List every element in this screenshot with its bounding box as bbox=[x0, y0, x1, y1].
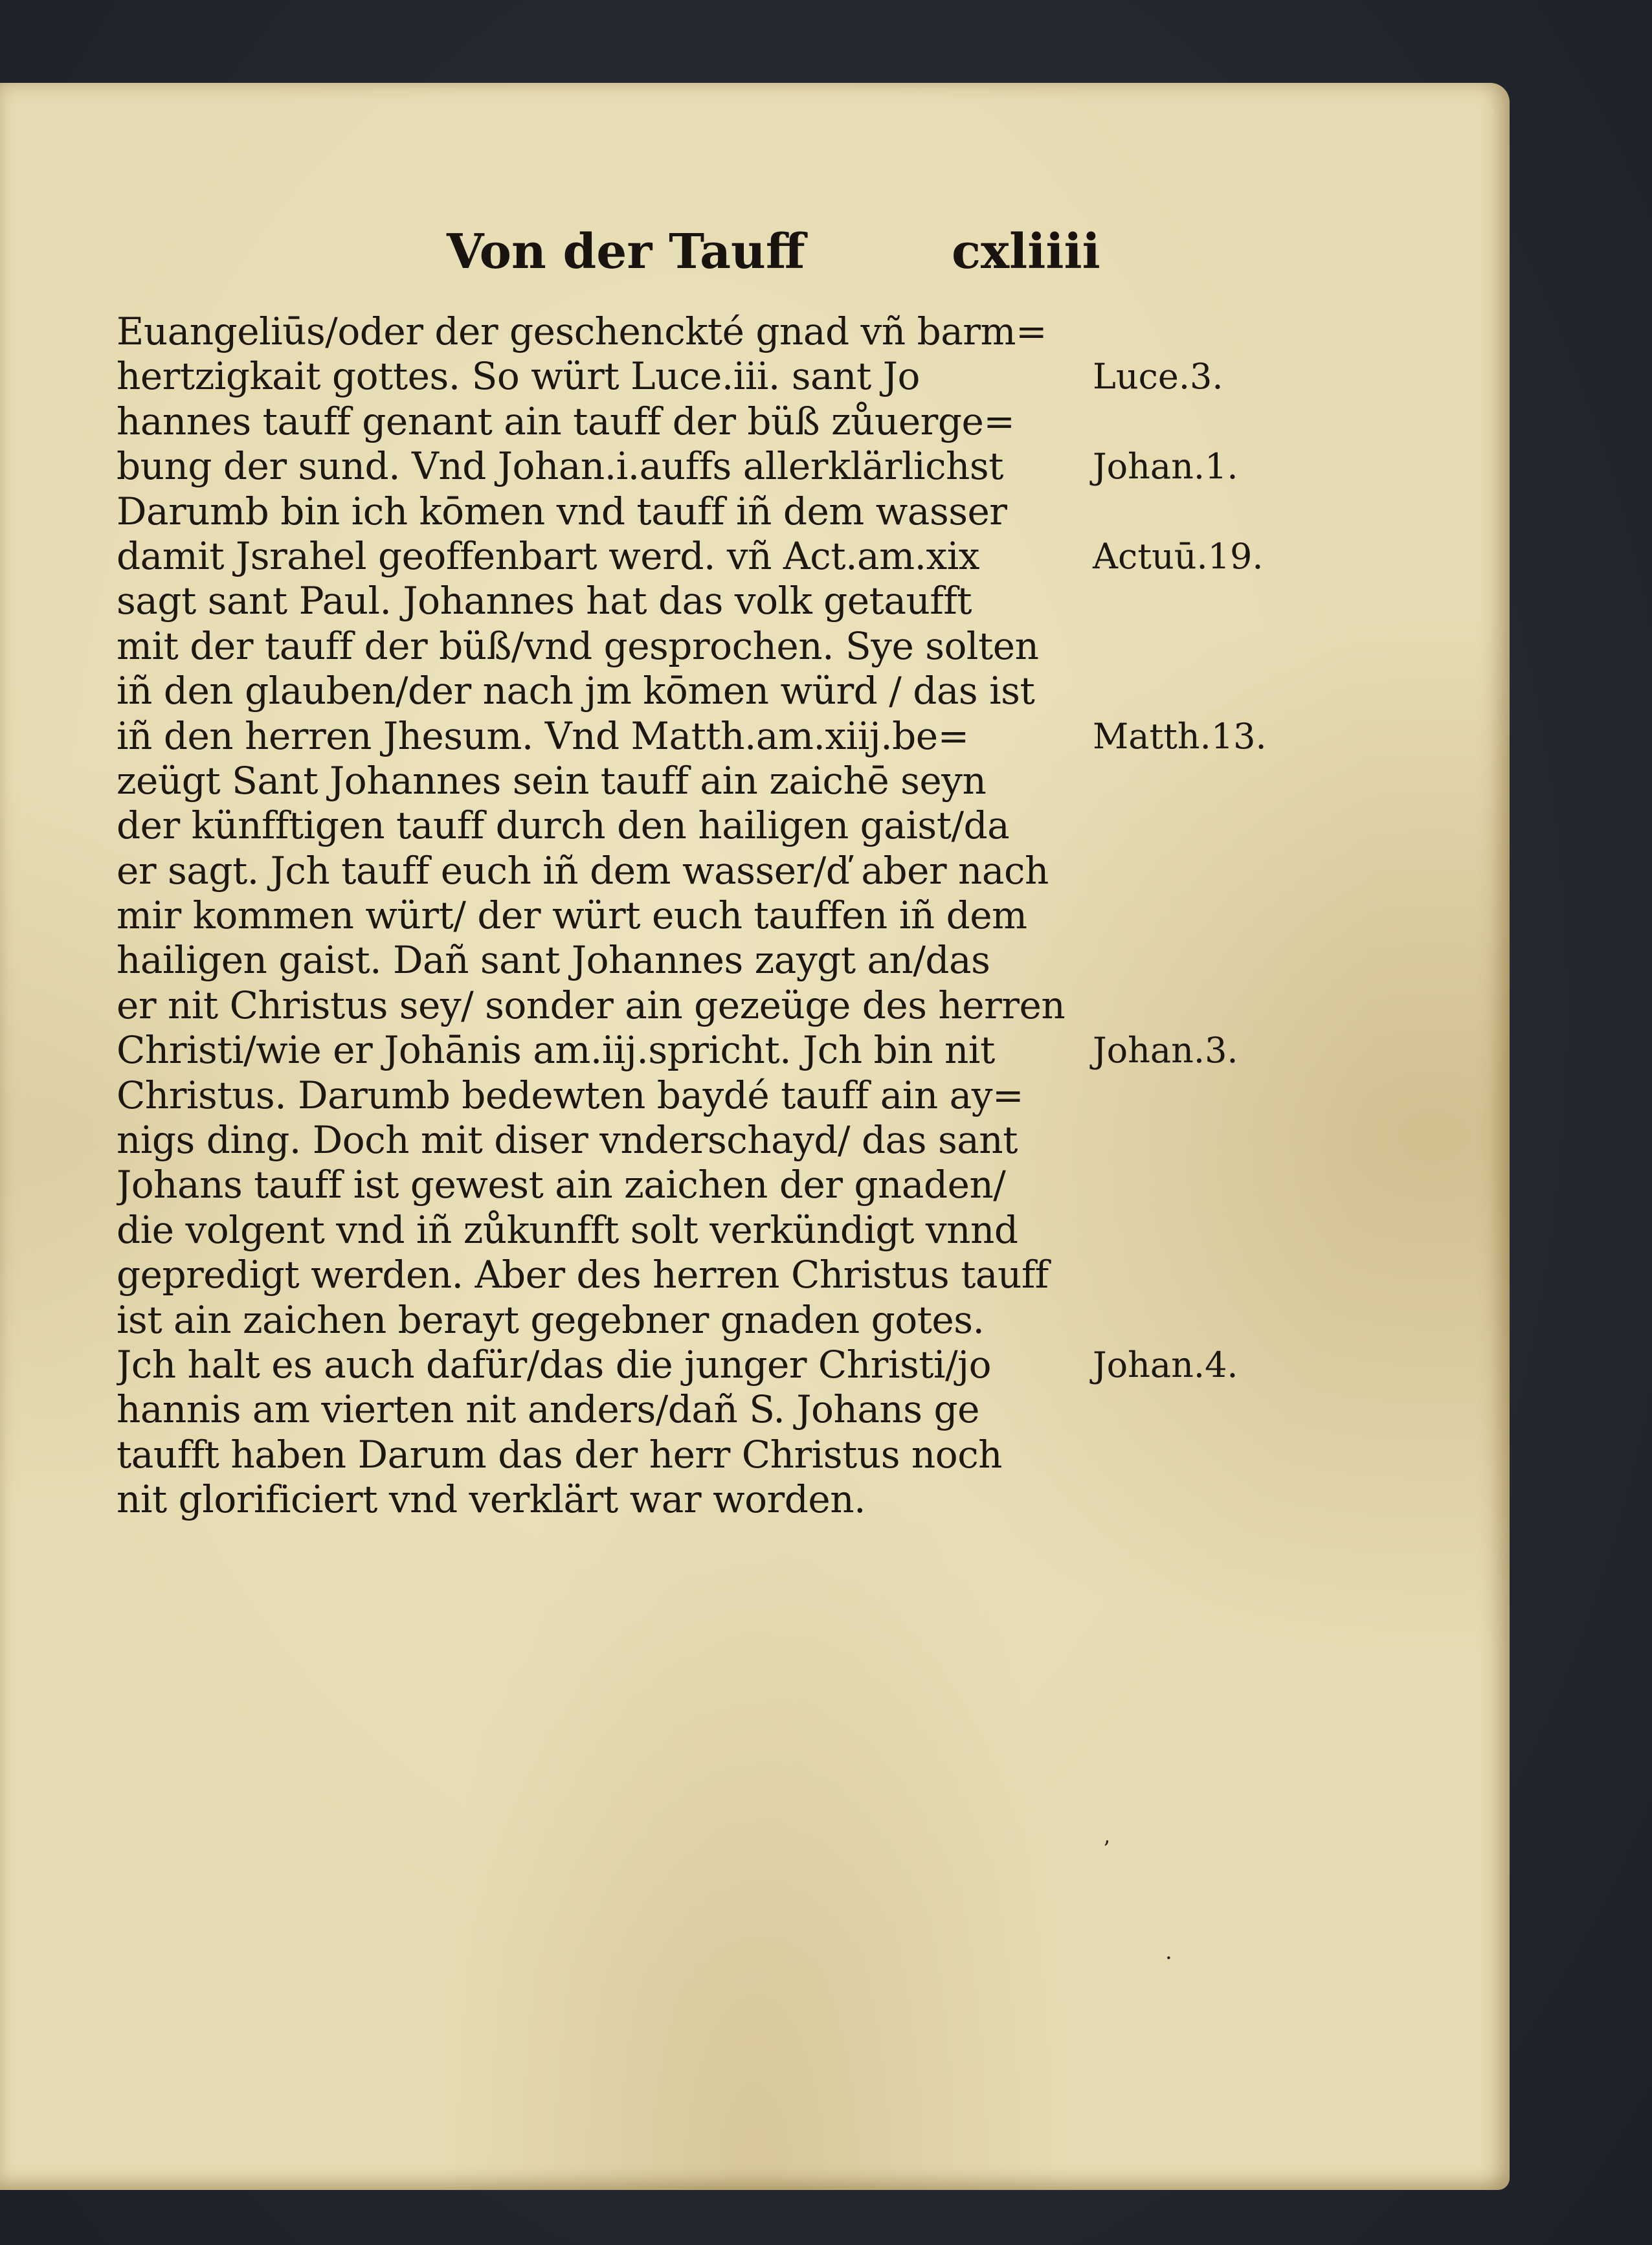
folio-number: cxliiii bbox=[952, 224, 1100, 280]
text-line: er sagt. Jch tauff euch iñ dem wasser/ď aber nach bbox=[117, 848, 1049, 893]
text-line: mir kommen würt/ der würt euch tauffen iñ dem bbox=[117, 893, 1027, 938]
text-line: taufft haben Darum das der herr Christus noch bbox=[117, 1432, 1003, 1477]
text-line: hertzigkait gottes. So würt Luce.iii. sant Jo bbox=[117, 354, 920, 399]
text-line: hailigen gaist. Dañ sant Johannes zaygt an/das bbox=[117, 938, 990, 983]
stray-ink-mark: ʼ bbox=[1102, 1837, 1110, 1862]
text-line: Christus. Darumb bedewten baydé tauff ain ay= bbox=[117, 1073, 1024, 1117]
text-line: nit glorificiert vnd verklärt war worden. bbox=[117, 1477, 866, 1522]
main-text-block bbox=[117, 309, 1107, 1523]
margin-note: Actuū.19. bbox=[1093, 536, 1264, 577]
text-line: iñ den glauben/der nach jm kōmen würd / das ist bbox=[117, 669, 1035, 713]
text-line: Christi/wie er Johānis am.iij.spricht. Jch bin nit bbox=[117, 1028, 995, 1073]
text-line: ist ain zaichen berayt gegebner gnaden gotes. bbox=[117, 1297, 985, 1342]
text-line: mit der tauff der büß/vnd gesprochen. Sye solten bbox=[117, 623, 1039, 668]
margin-note: Johan.3. bbox=[1093, 1030, 1238, 1071]
text-line: der künfftigen tauff durch den hailigen gaist/da bbox=[117, 803, 1010, 848]
text-line: sagt sant Paul. Johannes hat das volk getaufft bbox=[117, 579, 972, 623]
text-line: damit Jsrahel geoffenbart werd. vñ Act.am.xix bbox=[117, 533, 979, 578]
text-line: die volgent vnd iñ zůkunfft solt verkündigt vnnd bbox=[117, 1207, 1018, 1252]
text-line: Euangeliūs/oder der geschenckté gnad vñ barm= bbox=[117, 309, 1047, 353]
text-line: bung der sund. Vnd Johan.i.auffs allerklärlichst bbox=[117, 444, 1003, 489]
margin-note: Johan.1. bbox=[1093, 446, 1238, 487]
text-line: iñ den herren Jhesum. Vnd Matth.am.xiij.be= bbox=[117, 713, 969, 758]
stray-ink-mark: · bbox=[1165, 1945, 1172, 1971]
running-head-title: Von der Tauff bbox=[447, 224, 805, 280]
text-line: Jch halt es auch dafür/das die junger Christi/jo bbox=[117, 1342, 992, 1387]
text-line: nigs ding. Doch mit diser vnderschayd/ das sant bbox=[117, 1118, 1018, 1163]
text-line: er nit Christus sey/ sonder ain gezeüge des herren bbox=[117, 983, 1066, 1027]
text-line: Johans tauff ist gewest ain zaichen der gnaden/ bbox=[117, 1163, 1006, 1207]
margin-note: Johan.4. bbox=[1093, 1345, 1238, 1386]
text-line: hannis am vierten nit anders/dañ S. Johans ge bbox=[117, 1387, 979, 1432]
text-line: Darumb bin ich kōmen vnd tauff iñ dem wasser bbox=[117, 489, 1007, 533]
text-line: gepredigt werden. Aber des herren Christus tauff bbox=[117, 1253, 1049, 1297]
margin-note: Matth.13. bbox=[1093, 715, 1267, 757]
text-line: zeügt Sant Johannes sein tauff ain zaichē seyn bbox=[117, 758, 987, 803]
margin-note: Luce.3. bbox=[1093, 356, 1223, 397]
text-line: hannes tauff genant ain tauff der büß zůuerge= bbox=[117, 399, 1015, 443]
